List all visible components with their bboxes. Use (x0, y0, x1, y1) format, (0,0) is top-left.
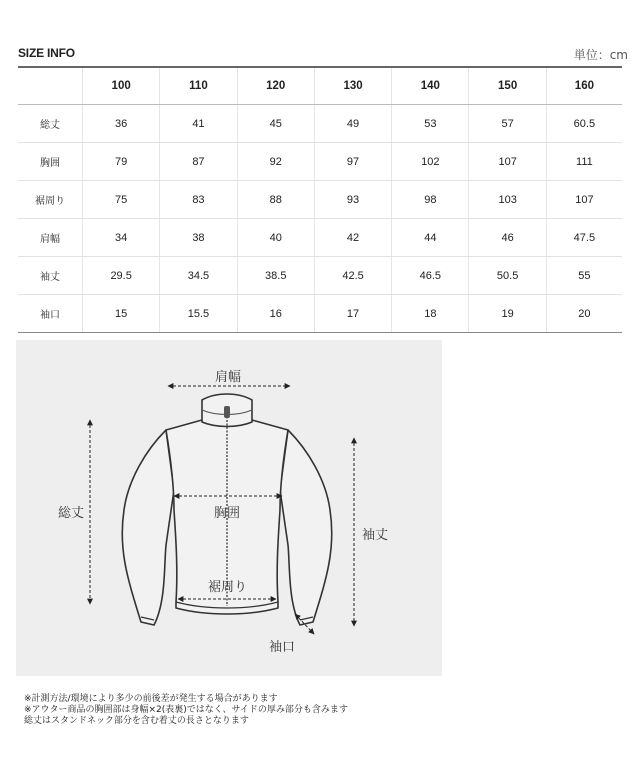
table-cell: 107 (546, 181, 622, 219)
sleeve-length-label: 袖丈 (362, 528, 389, 543)
table-cell: 49 (314, 105, 391, 143)
note-line: ※アウター商品の胸囲部は身幅×2(表裏)ではなく、サイドの厚み部分も含みます (24, 705, 348, 715)
table-row (18, 219, 622, 257)
table-cell: 107 (469, 143, 546, 181)
table-cell: 38.5 (237, 257, 314, 295)
table-cell: 42 (314, 219, 391, 257)
row-label: 胸囲 (18, 143, 83, 181)
table-cell: 87 (160, 143, 237, 181)
table-row (18, 105, 622, 143)
measurement-diagram (16, 340, 442, 676)
size-header: 160 (546, 67, 622, 105)
table-cell: 92 (237, 143, 314, 181)
hem-label: 裾周り (208, 580, 248, 595)
table-row (18, 257, 622, 295)
zipper-pull (224, 406, 230, 418)
table-cell: 42.5 (314, 257, 391, 295)
note-line: 総丈はスタンドネック部分を含む着丈の長さとなります (24, 716, 249, 726)
table-cell: 60.5 (546, 105, 622, 143)
unit-label: 単位：cm (573, 48, 628, 62)
table-row (18, 295, 622, 333)
table-cell: 38 (160, 219, 237, 257)
table-cell: 46.5 (392, 257, 469, 295)
table-cell: 88 (237, 181, 314, 219)
chest-label: 胸囲 (214, 506, 241, 521)
table-cell: 15 (83, 295, 160, 333)
table-cell: 97 (314, 143, 391, 181)
table-cell: 93 (314, 181, 391, 219)
size-header: 120 (237, 67, 314, 105)
table-cell: 18 (392, 295, 469, 333)
table-cell: 53 (392, 105, 469, 143)
table-cell: 50.5 (469, 257, 546, 295)
table-row (18, 181, 622, 219)
table-cell: 41 (160, 105, 237, 143)
table-cell: 57 (469, 105, 546, 143)
table-cell: 17 (314, 295, 391, 333)
row-label: 袖丈 (18, 257, 83, 295)
size-table (18, 66, 622, 333)
cuff-label: 袖口 (269, 640, 296, 655)
table-cell: 83 (160, 181, 237, 219)
table-cell: 98 (392, 181, 469, 219)
table-cell: 34.5 (160, 257, 237, 295)
row-label: 袖口 (18, 295, 83, 333)
row-label: 裾周り (18, 181, 83, 219)
table-cell: 102 (392, 143, 469, 181)
row-label: 総丈 (18, 105, 83, 143)
size-header: 100 (83, 67, 160, 105)
table-cell: 19 (469, 295, 546, 333)
row-label: 肩幅 (18, 219, 83, 257)
note-line: ※計測方法/環境により多少の前後差が発生する場合があります (24, 694, 278, 704)
page-title: SIZE INFO (18, 46, 75, 60)
table-cell: 40 (237, 219, 314, 257)
size-header: 150 (469, 67, 546, 105)
table-cell: 111 (546, 143, 622, 181)
table-cell: 16 (237, 295, 314, 333)
size-header: 130 (314, 67, 391, 105)
table-cell: 44 (392, 219, 469, 257)
size-header: 140 (392, 67, 469, 105)
table-cell: 103 (469, 181, 546, 219)
table-cell: 36 (83, 105, 160, 143)
corner-cell (18, 67, 83, 105)
shoulder-label: 肩幅 (215, 370, 242, 385)
table-cell: 45 (237, 105, 314, 143)
table-cell: 20 (546, 295, 622, 333)
table-cell: 75 (83, 181, 160, 219)
table-cell: 79 (83, 143, 160, 181)
table-cell: 47.5 (546, 219, 622, 257)
size-header: 110 (160, 67, 237, 105)
table-cell: 15.5 (160, 295, 237, 333)
notes (24, 694, 348, 727)
table-cell: 34 (83, 219, 160, 257)
length-label: 総丈 (58, 506, 85, 521)
table-row (18, 143, 622, 181)
table-cell: 55 (546, 257, 622, 295)
size-header-row (18, 67, 622, 105)
table-cell: 46 (469, 219, 546, 257)
table-cell: 29.5 (83, 257, 160, 295)
